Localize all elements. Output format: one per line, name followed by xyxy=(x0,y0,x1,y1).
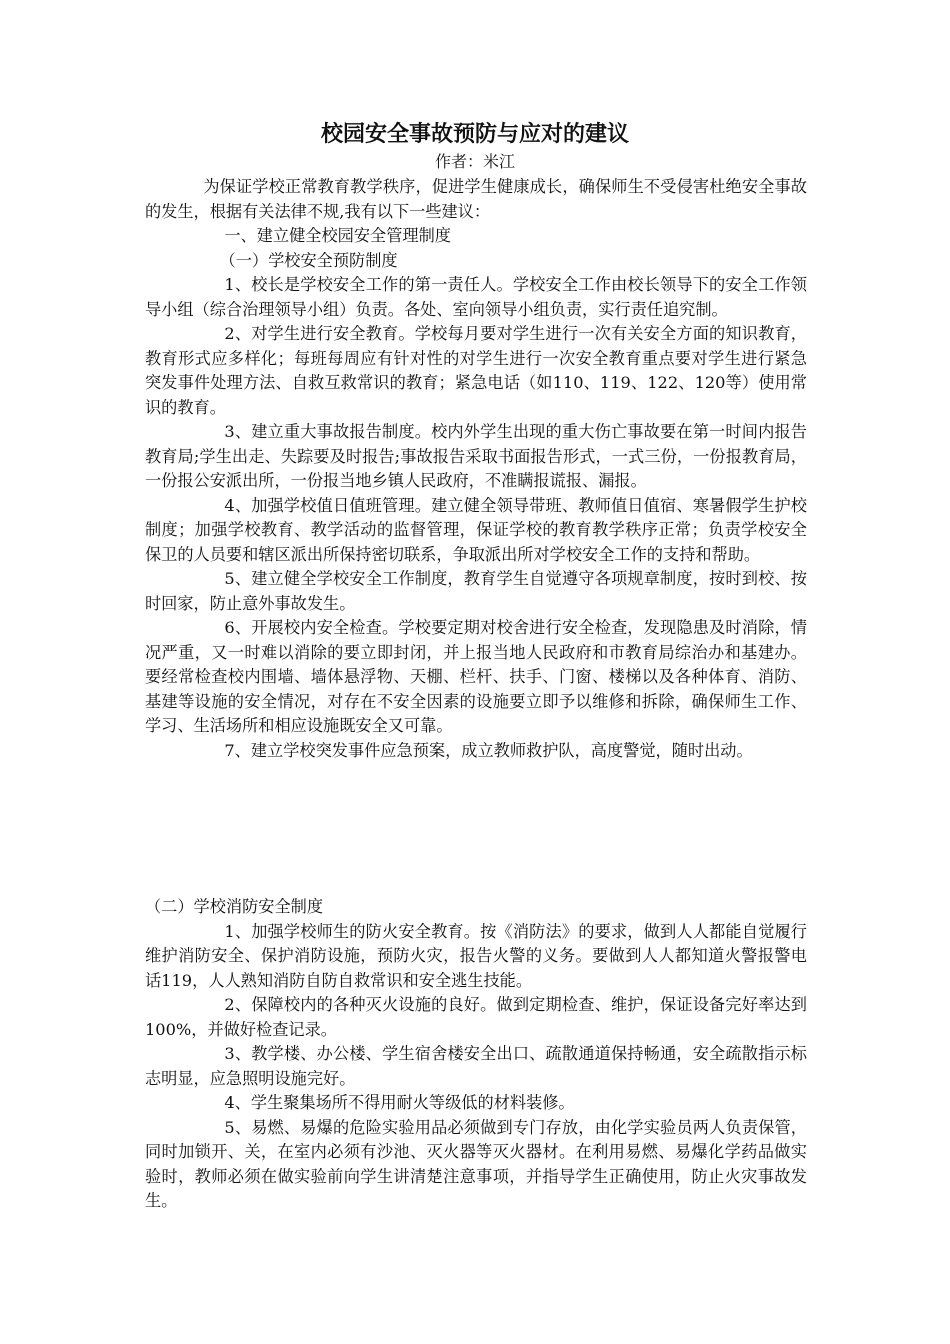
section-1-heading: （一）学校安全预防制度 xyxy=(219,250,398,270)
section-2-heading: （二）学校消防安全制度 xyxy=(145,897,324,916)
section-2-body xyxy=(145,895,807,1214)
section-1-body xyxy=(145,175,807,763)
section-2-item: 5、易燃、易爆的危险实验用品必须做到专门存放，由化学实验员两人负责保管，同时加锁开、关，在室内必须有沙池、灭火器等灭火器材。在利用易燃、易爆化学药品做实验时，教师必须在做实验前向学生讲清楚注意事项，并指导学生正确使用，防止火灾事故发生。 xyxy=(145,1117,807,1210)
section-1-item: 2、对学生进行安全教育。学校每月要对学生进行一次有关安全方面的知识教育，教育形式应多样化；每班每周应有针对性的对学生进行一次安全教育重点要对学生进行紧急突发事件处理方法、自救互救常识的教育；紧急电话（如110、119、122、120等）使用常识的教育。 xyxy=(145,324,807,417)
section-1-item: 6、开展校内安全检查。学校要定期对校舍进行安全检查，发现隐患及时消除，情况严重，又一时难以消除的要立即封闭，并上报当地人民政府和市教育局综治办和基建办。要经常检查校内围墙、墙体悬浮物、天棚、栏杆、扶手、门窗、楼梯以及各种体育、消防、基建等设施的安全情况，对存在不安全因素的设施要立即予以维修和拆除，确保师生工作、学习、生活场所和相应设施既安全又可靠。 xyxy=(145,618,807,735)
section-2-item: 1、加强学校师生的防火安全教育。按《消防法》的要求，做到人人都能自觉履行维护消防安全、保护消防设施，预防火灾，报告火警的义务。要做到人人都知道火警报警电话119，人人熟知消防自防自救常识和安全逃生技能。 xyxy=(145,921,807,990)
document-author: 作者：米江 xyxy=(434,152,515,171)
section-2-item: 4、学生聚集场所不得用耐火等级低的材料装修。 xyxy=(224,1093,575,1112)
section-1-item: 7、建立学校突发事件应急预案，成立教师救护队，高度警觉，随时出动。 xyxy=(224,740,753,760)
section-1-item: 3、建立重大事故报告制度。校内外学生出现的重大伤亡事故要在第一时间内报告教育局;学生出走、失踪要及时报告;事故报告采取书面报告形式，一式三份，一份报教育局，一份报公安派出所，一份报当地乡镇人民政府，不准瞒报谎报、漏报。 xyxy=(145,422,807,490)
heading-1: 一、建立健全校园安全管理制度 xyxy=(224,226,451,245)
section-2-item: 2、保障校内的各种灭火设施的良好。做到定期检查、维护，保证设备完好率达到100%，并做好检查记录。 xyxy=(145,995,807,1039)
section-2-item: 3、教学楼、办公楼、学生宿舍楼安全出口、疏散通道保持畅通，安全疏散指示标志明显，应急照明设施完好。 xyxy=(145,1044,807,1088)
section-1-item: 1、校长是学校安全工作的第一责任人。学校安全工作由校长领导下的安全工作领导小组（综合治理领导小组）负责。各处、室向领导小组负责，实行责任追究制。 xyxy=(145,275,807,319)
section-1-item: 5、建立健全学校安全工作制度，教育学生自觉遵守各项规章制度，按时到校、按时回家，防止意外事故发生。 xyxy=(145,569,807,613)
section-1-item: 4、加强学校值日值班管理。建立健全领导带班、教师值日值宿、寒暑假学生护校制度；加强学校教育、教学活动的监督管理，保证学校的教育教学秩序正常；负责学校安全保卫的人员要和辖区派出所保持密切联系，争取派出所对学校安全工作的支持和帮助。 xyxy=(145,495,807,564)
document-title: 校园安全事故预防与应对的建议 xyxy=(320,122,629,147)
intro-paragraph: 为保证学校正常教育教学秩序，促进学生健康成长，确保师生不受侵害杜绝安全事故的发生，根据有关法律不规,我有以下一些建议： xyxy=(145,177,807,221)
